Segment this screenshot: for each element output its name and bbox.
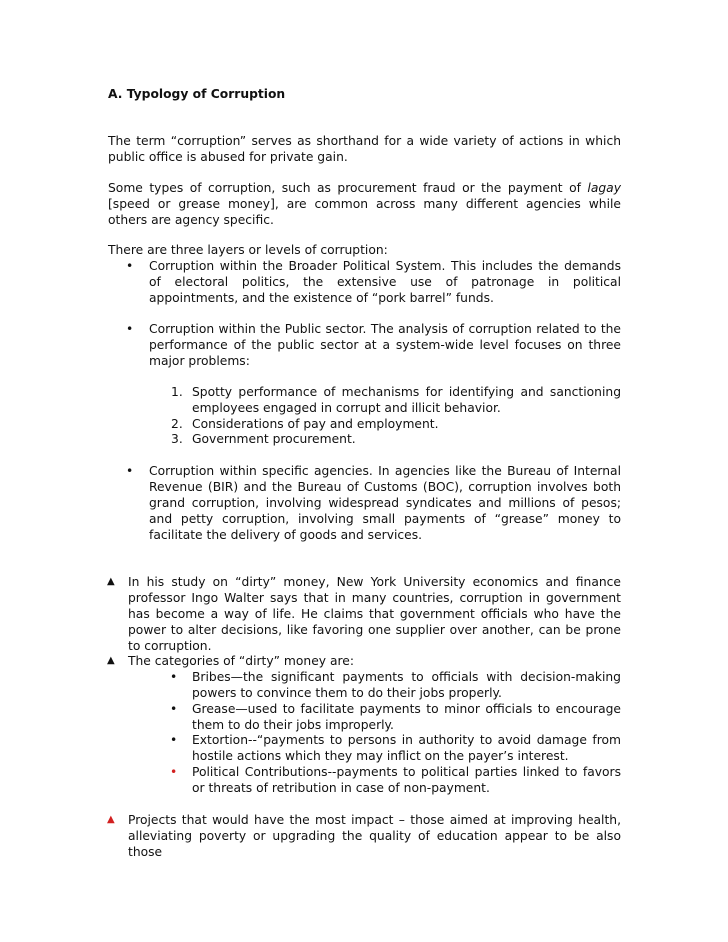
arrow-point-text: Projects that would have the most impact – those aimed at improving health, alleviating poverty or upgrading the quality of education appear to be also those [128,813,621,859]
problem-item [171,416,621,432]
layer-text: Corruption within the Public sector. The analysis of corruption related to the performance of the public sector at a system-wide level focuses on three major problems: [149,322,621,368]
problem-text: Spotty performance of mechanisms for identifying and sanctioning employees engaged in corrupt and illicit behavior. [192,385,621,415]
paragraph-types-start: Some types of corruption, such as procurement fraud or the payment of [108,181,588,195]
arrow-point-text: The categories of “dirty” money are: [128,654,355,668]
bullet-dot-icon: • [170,670,178,684]
paragraph-types [108,180,621,228]
bullet-dot-icon: • [126,322,134,336]
layer-text: Corruption within the Broader Political System. This includes the demands of electoral politics, the extensive use of patronage in political appointments, and the existence of “pork barrel” funds. [149,259,621,305]
arrowhead-bullet-icon: ▲ [107,655,115,666]
problem-text: Considerations of pay and employment. [192,417,439,431]
category-item [170,732,621,764]
paragraph-types-end: [speed or grease money], are common across many different agencies while others are agency specific. [108,197,621,227]
red-bullet-dot-icon: • [170,765,178,779]
problem-text: Government procurement. [192,432,356,446]
section-heading: A. Typology of Corruption [108,87,286,101]
layer-item [126,321,621,369]
arrowhead-bullet-icon: ▲ [107,576,115,587]
category-item [170,764,621,796]
problem-item [171,384,621,416]
category-item [170,669,621,701]
arrow-point [107,574,621,654]
arrow-point [107,653,621,669]
arrow-point [107,812,621,860]
bullet-dot-icon: • [170,702,178,716]
layer-item [126,258,621,306]
problem-number: 3. [171,432,183,446]
category-item [170,701,621,733]
paragraph-layers-intro: There are three layers or levels of corruption: [108,243,388,257]
category-text: Bribes—the significant payments to officials with decision-making powers to convince them to do their jobs properly. [192,670,621,700]
problem-item [171,431,621,447]
red-arrowhead-bullet-icon: ▲ [107,814,115,825]
layer-item [126,463,621,543]
bullet-dot-icon: • [170,733,178,747]
lagay-term: lagay [587,181,621,195]
category-text: Political Contributions--payments to political parties linked to favors or threats of retribution in case of non-payment. [192,765,621,795]
arrow-point-text: In his study on “dirty” money, New York University economics and finance professor Ingo Walter says that in many countries, corruption in government has become a way of life. He claims that government officials who have the power to alter decisions, like favoring one supplier over another, can be prone to corruption. [128,575,621,653]
problem-number: 1. [171,385,183,399]
paragraph-definition: The term “corruption” serves as shorthand for a wide variety of actions in which public office is abused for private gain. [108,134,621,164]
layer-text: Corruption within specific agencies. In agencies like the Bureau of Internal Revenue (BIR) and the Bureau of Customs (BOC), corruption involves both grand corruption, involving widespread syndicates and millions of pesos; and petty corruption, involving small payments of “grease” money to facilitate the delivery of goods and services. [149,464,621,542]
problem-number: 2. [171,417,183,431]
bullet-dot-icon: • [126,464,134,478]
category-text: Extortion--“payments to persons in authority to avoid damage from hostile actions which they may inflict on the payer’s interest. [192,733,621,763]
category-text: Grease—used to facilitate payments to minor officials to encourage them to do their jobs improperly. [192,702,621,732]
bullet-dot-icon: • [126,259,134,273]
